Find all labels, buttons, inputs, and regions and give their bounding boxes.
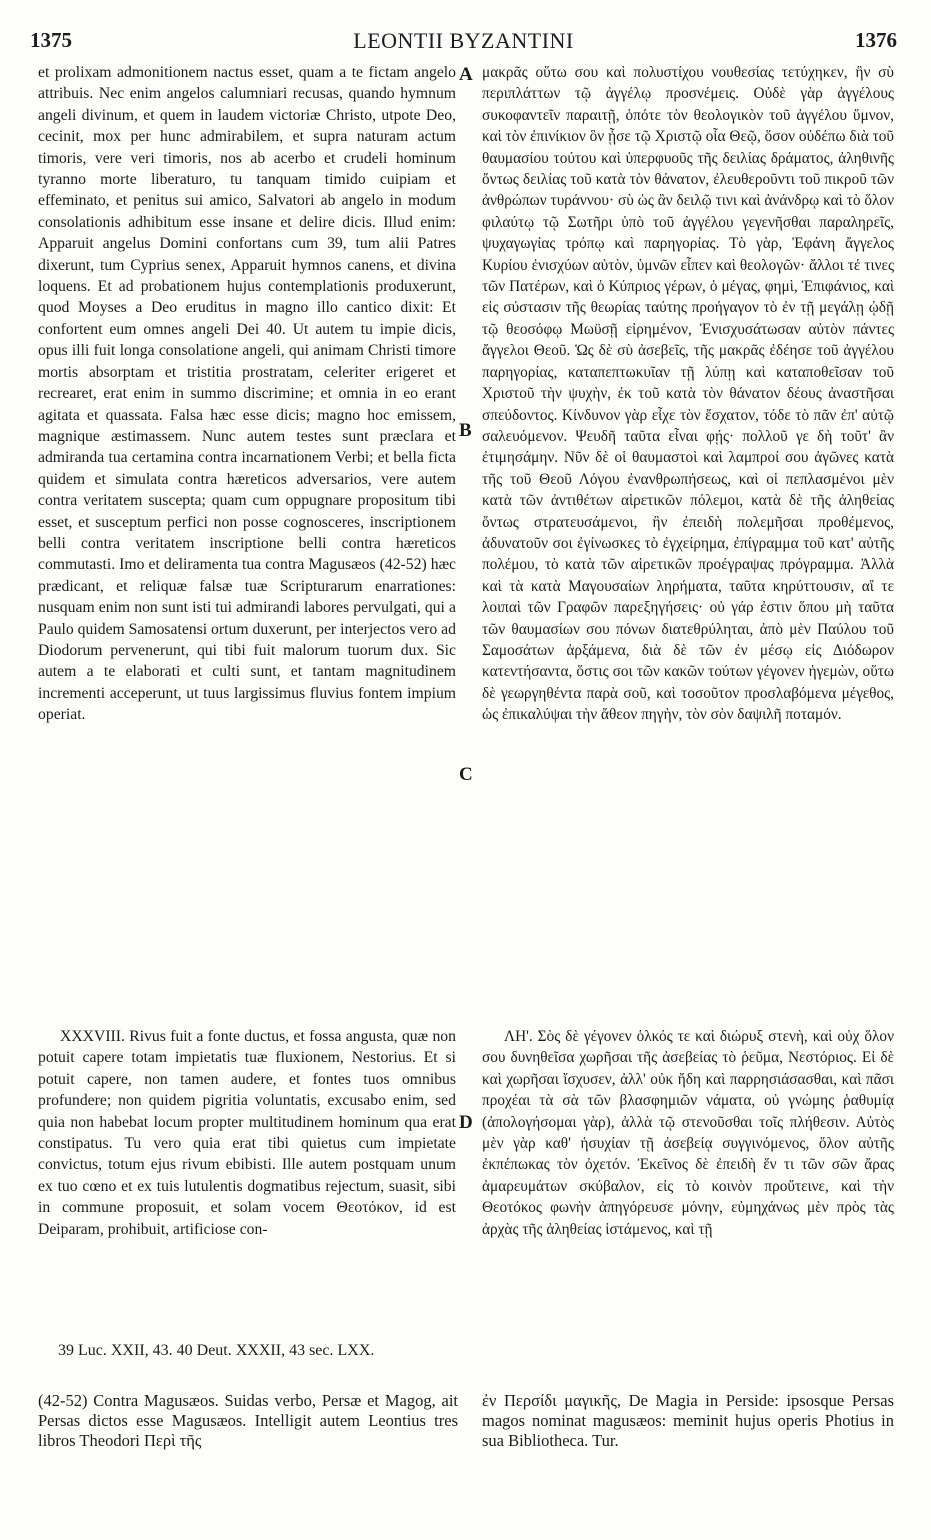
latin-paragraph-1: et prolixam admonitionem nactus esset, quam a te fictam angelo attribuis. Nec enim angelos calumniari recusas, quando hymnum angeli divinum, et quem in laudem victoriæ Christo, utpote Deo, cecinit, mox per hunc admirabilem, et supra naturam actum timoris, vere veri timoris, nos ab acerbo et crudeli hominum tyranno morte liberaturo, tu tanquam timido cuipiam et effeminato, et penitus sui amico, Salvatori ab angelo in modum consolationis adhibitum esse insane et delire dicis. Illud enim: Apparuit angelus Domini confortans cum 39, tum alii Patres dixerunt, tum Cyprius senex, Apparuit hymnos canens, et divina loquens. Et ad probationem hujus contemplationis produxerunt, quod Moyses a Deo eruditus in magno illo cantico dixit: Et confortent eum omnes angeli Dei 40. Ut autem tu impie dicis, opus illi fuit longa consolatione angeli, qui animam Christi timore mortis absorptam et tristitia prostratam, celeriter erigeret et recrearet, erat enim in summo discrimine; et omnia in eo erant agitata et quassata. Falsa hæc esse dicis; magno hoc emissem, magnique æstimassem. Nunc autem testes sunt præclara et admiranda tua certamina contra incarnationem Verbi; et bella ficta quidem et simulata contra hæreticos adversarios, vere autem contra veritatem suscepta; quam cum oppugnare propositum tibi esset, et susceptum perfici non posse cognosceres, inscriptionem belli contra veritatem inscriptione belli contra hæreticos commutasti. Imo et deliramenta tua contra Magusæos (42-52) hæc prædicant, et reliquæ falsæ tuæ Scripturarum enarrationes: nusquam enim non sunt isti tui admirandi labores pervulgati, qui a Paulo quidem Samosatensi ortum duxerunt, per interjectos vero ad Diodorum pervenerunt, qui tibi fuit malorum tuorum dux. Sic autem a te elaborati et culti sunt, et tantam magnitudinem incrementi acceperunt, ut tuus largissimus fluvius fontem impium operiat. — [38, 64, 456, 724]
page-number-right: 1376 — [855, 28, 897, 52]
greek-column-block-1 — [482, 62, 894, 726]
page-number-left: 1375 — [30, 28, 72, 52]
section-marker-b: B — [459, 420, 472, 441]
section-marker-d: D — [459, 1112, 473, 1133]
latin-paragraph-2: XXXVIII. Rivus fuit a fonte ductus, et fossa angusta, quæ non potuit capere totam impietatis tuæ fluxionem, Nestorius. Et si potuit capere, non tamen audere, et fontes tuos omnibus profundere; non quidem pigritia voluntatis, excusabo enim, sed quia non habebat locum propter multitudinem hominum qua erat constipatus. Tu vero quia erat tibi quietus cum impietate convictus, totum ejus rivum ebibisti. Ille autem postquam unum ex tuo cœno et ex tuis lutulentis dogmatibus rejectum, suasit, sibi in commune proposuit, et solam vocem Θεοτόκον, id est Deiparam, prohibuit, artificiose con- — [38, 1028, 456, 1238]
editor-note-left: (42-52) Contra Magusæos. Suidas verbo, Persæ et Magog, ait Persas dictos esse Magusæos. Intelligit autem Leontius tres libros Theodori Περὶ τῆς — [38, 1391, 458, 1450]
running-header — [30, 28, 897, 62]
running-title: LEONTII BYZANTINI — [353, 28, 574, 53]
latin-column-block-1 — [38, 62, 456, 726]
editor-note-right: ἐν Περσίδι μαγικῆς, De Magia in Perside: ipsosque Persas magos nominat magusæos: meminit hujus operis Photius in sua Bibliotheca. Tur. — [482, 1391, 894, 1450]
footnote-references: 39 Luc. XXII, 43. 40 Deut. XXXII, 43 sec. LXX. — [58, 1342, 375, 1359]
section-marker-c: C — [459, 764, 473, 785]
section-marker-a: A — [459, 64, 473, 85]
greek-paragraph-1: μακρᾶς οὕτω σου καὶ πολυστίχου νουθεσίας τετύχηκεν, ἣν σὺ περιπλάττων τῷ ἀγγέλῳ προσνέμεις. Οὐδὲ γὰρ ἀγγέλους συκοφαντεῖν παραιτῇ, ὁπότε τὸν θεολογικὸν τοῦ ἀγγέλου ὕμνον, καὶ τὸν ἐπινίκιον ὃν ᾖσε τῷ Χριστῷ οἷα Θεῷ, ὅσον οὐδέπω διὰ τοῦ θαυμασίου τούτου καὶ ὑπερφυοῦς τῆς δειλίας δράματος, ἀληθινῆς ὄντως δειλίας τοῦ κατὰ τὸν θάνατον, ἐλευθεροῦντι τοῦ πικροῦ τῶν ἀνθρώπων τυράννου· σὺ ὡς ἂν δειλῷ τινι καὶ ἀνάνδρῳ καὶ τὸ ὅλον φιλαύτῳ τῷ Σωτῆρι ὑπὸ τοῦ ἀγγέλου γεγενῆσθαι παραληρεῖς, ψυχαγωγίας τρόπῳ καὶ παρηγορίας. Τὸ γὰρ, Ἐφάνη ἄγγελος Κυρίου ἐνισχύων αὐτὸν, ὑμνῶν εἶπεν καὶ θεολογῶν· ἄλλοι τέ τινες τῶν Πατέρων, καὶ ὁ Κύπριος γέρων, ὁ μέγας, φημὶ, Ἐπιφάνιος, καὶ εἰς σύστασιν τῆς θεωρίας ταύτης προήγαγον τὸ ἐν τῇ μεγάλῃ ᾠδῇ τῷ θεοσόφῳ Μωϋσῇ εἰρημένον, Ἐνισχυσάτωσαν αὐτὸν πάντες ἄγγελοι Θεοῦ. Ὡς δὲ σὺ ἀσεβεῖς, τῆς μακρᾶς ἐδέησε τοῦ ἀγγέλου παρηγορίας, καταπεπτωκυῖαν τῇ λύπῃ καὶ καταποθεῖσαν τοῦ Χριστοῦ τὴν ψυχὴν, ἐκ τοῦ κατὰ τὸν θάνατον δέους ἀναστῆσαι σπεύδοντος. Κίνδυνον γὰρ εἶχε τὸν ἔσχατον, τόδε τὸ πᾶν ἐπ' αὐτῷ σαλευόμενον. Ψευδῆ ταῦτα εἶναι φῄς· πολλοῦ γε δὴ τοῦτ' ἂν ἐτιμησάμην. Νῦν δὲ οἱ θαυμαστοὶ καὶ λαμπροί σου ἀγῶνες κατὰ τῆς τοῦ Θεοῦ Λόγου ἐνανθρωπήσεως, καὶ οἱ πεπλασμένοι μὲν κατὰ τῶν ἀντιθέτων αἱρετικῶν πόλεμοι, κατὰ δὲ τῆς ἀληθείας ὄντως στρατευσάμενοι, ἣν ἐπειδὴ πολεμῆσαι προθέμενος, ἀδυνατοῦν σοι ἐγίνωσκες τὸ ἐγχείρημα, ἐπίγραμμα τοῦ κατ' αὐτῆς πολέμου, τὸ κατὰ τῶν αἱρετικῶν προέγραψας πρόγραμμα. Ἀλλὰ καὶ τὰ κατὰ Μαγουσαίων ληρήματα, ταῦτα κηρύττουσιν, αἵ τε λοιπαὶ τῶν Γραφῶν παρεξηγήσεις· οὐ γάρ ἐστιν ὅπου μὴ ταῦτα τῶν θαυμασίων σου πόνων διατεθρύληται, ἀπὸ μὲν Παύλου τοῦ Σαμοσάτων ἀρξάμενα, διὰ δὲ τῶν ἐν μέσῳ εἰς Διόδωρον κατεντήσαντα, ὅστις σοι τῶν κακῶν τούτων γέγονεν ἡγεμὼν, οὕτω δὲ γεωργηθέντα παρὰ σοῦ, καὶ τοσοῦτον προσλαβόμενα μέγεθος, ὡς ἐπικαλύψαι τὴν ἄθεον πηγὴν, τὸν σὸν δαψιλῆ ποταμόν. — [482, 64, 894, 724]
greek-paragraph-2: ΛΗ'. Σὸς δὲ γέγονεν ὁλκός τε καὶ διώρυξ στενὴ, καὶ οὐχ ὅλον σου δυνηθεῖσα χωρῆσαι τῆς ἀσεβείας τὸ ῥεῦμα, Νεστόριος. Εἰ δὲ καὶ χωρῆσαι ἴσχυσεν, ἀλλ' οὐκ ἤδη καὶ παρρησιάσασθαι, καὶ πᾶσι προχέαι τὰ σὰ τῶν βλασφημιῶν νάματα, οὐ γνώμης ῥαθυμίᾳ (ἀπολογήσομαι γὰρ), ἀλλὰ τῷ στενοῦσθαι τοῖς πλήθεσιν. Αὐτὸς μὲν γὰρ καθ' ἡσυχίαν τῇ ἀσεβείᾳ συγγινόμενος, ὅλον αὐτῆς ἐκπέπωκας τὸν ὀχετόν. Ἐκεῖνος δὲ ἐπειδὴ ἕν τι τῶν σῶν ἄρας ἀμαρευμάτων σκύβαλον, εἰς τὸ κοινὸν προὔτεινε, καὶ τὴν Θεοτόκος φωνὴν ἀπηγόρευσε μόνην, εὐμηχάνως μὲν πρὸς τὰς ἀρχὰς τῆς ἀληθείας ἱστάμενος, καὶ τῇ — [482, 1028, 894, 1238]
greek-column-block-2 — [482, 1026, 894, 1240]
latin-column-block-2 — [38, 1026, 456, 1240]
